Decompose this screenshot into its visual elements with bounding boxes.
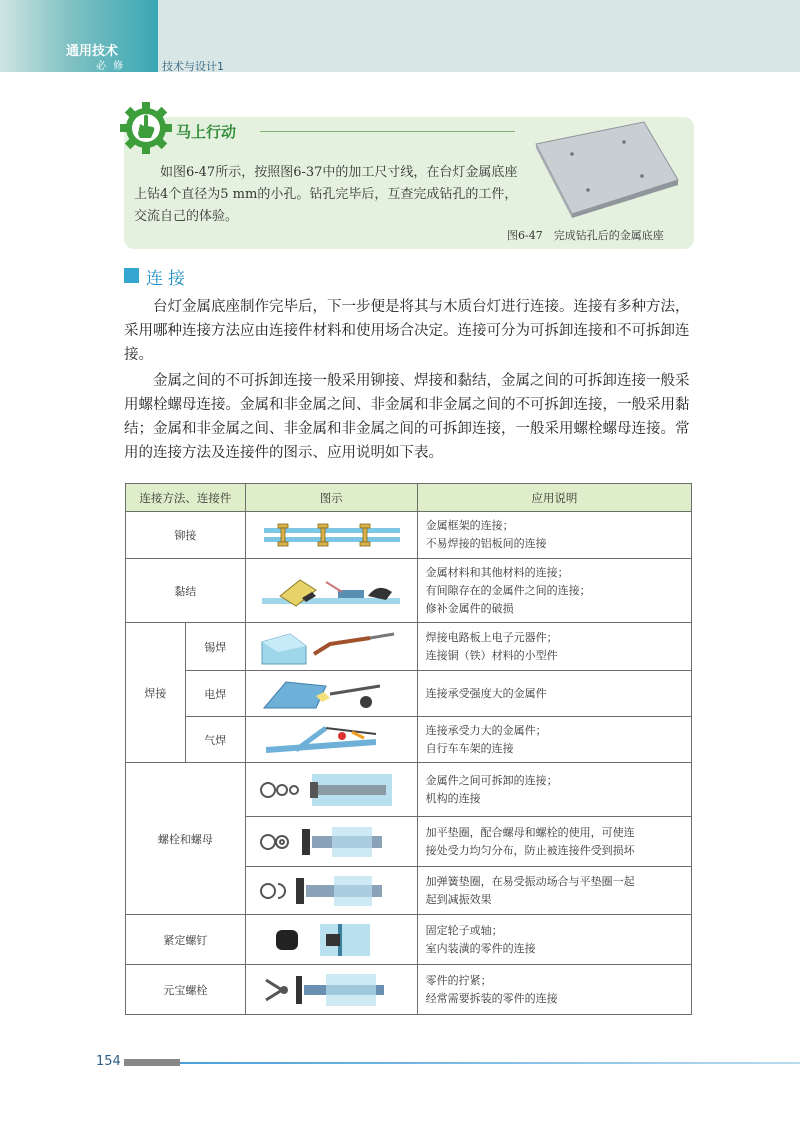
header-method: 连接方法、连接件	[126, 484, 246, 512]
section-marker	[124, 268, 139, 283]
application-desc: 连接承受强度大的金属件	[417, 671, 691, 717]
figure-caption: 图6-47 完成钻孔后的金属底座	[507, 229, 664, 242]
sub-method-name: 气焊	[185, 717, 245, 763]
body-paragraph: 台灯金属底座制作完毕后，下一步便是将其与木质台灯进行连接。连接有多种方法，采用哪种连接方法应由连接件材料和使用场合决定。连接可分为可拆卸连接和不可拆卸连接。	[124, 299, 690, 363]
bonding-figure	[245, 559, 417, 623]
table-row	[126, 965, 692, 1015]
method-name: 元宝螺栓	[126, 965, 246, 1015]
table-row	[126, 671, 692, 717]
rivet-figure	[245, 512, 417, 559]
method-name: 紧定螺钉	[126, 915, 246, 965]
flat-washer-figure	[245, 817, 417, 867]
sub-method-name: 锡焊	[185, 623, 245, 671]
table-row	[126, 559, 692, 623]
table-row	[126, 512, 692, 559]
connection-methods-table	[125, 483, 692, 1015]
application-desc: 金属框架的连接； 不易焊接的铝板间的连接	[417, 512, 691, 559]
table-row	[126, 717, 692, 763]
table-row	[126, 763, 692, 817]
application-desc: 零件的拧紧； 经常需要拆装的零件的连接	[417, 965, 691, 1015]
application-desc: 连接承受力大的金属件； 自行车车架的连接	[417, 717, 691, 763]
gear-hand-icon	[118, 100, 174, 156]
electric-welding-figure	[245, 671, 417, 717]
section-title: 连接	[146, 269, 190, 289]
application-desc: 金属材料和其他材料的连接； 有间隙存在的金属件之间的连接； 修补金属件的破损	[417, 559, 691, 623]
footer-rule	[180, 1062, 800, 1064]
header-bar	[158, 0, 800, 72]
body-paragraph: 金属之间的不可拆卸连接一般采用铆接、焊接和黏结，金属之间的可拆卸连接一般采用螺栓螺母连接。金属和非金属之间、非金属和非金属之间的不可拆卸连接，一般采用黏结；金属和非金属之间、非金属和非金属之间的可拆卸连接，一般采用螺栓螺母连接。常用的连接方法及连接件的图示、应用说明如下表。	[124, 373, 690, 461]
header-band	[0, 0, 158, 72]
application-desc: 焊接电路板上电子元器件； 连接铜（铁）材料的小型件	[417, 623, 691, 671]
header-application: 应用说明	[417, 484, 691, 512]
header-figure: 图示	[245, 484, 417, 512]
series-subtitle: 必 修	[96, 61, 126, 72]
activity-text: 如图6-47所示，按照图6-37中的加工尺寸线，在台灯金属底座上钻4个直径为5 mm的小孔。钻孔完毕后，互查完成钻孔的工件，交流自己的体验。	[134, 165, 518, 224]
method-name: 螺栓和螺母	[126, 763, 246, 915]
book-title: 技术与设计1	[162, 60, 224, 73]
method-name: 铆接	[126, 512, 246, 559]
table-row	[126, 623, 692, 671]
method-name: 焊接	[126, 623, 186, 763]
bolt-nut-figure	[245, 763, 417, 817]
table-row	[126, 915, 692, 965]
set-screw-figure	[245, 915, 417, 965]
metal-base-figure	[532, 118, 682, 218]
spring-washer-figure	[245, 867, 417, 915]
application-desc: 金属件之间可拆卸的连接； 机构的连接	[417, 763, 691, 817]
tin-soldering-figure	[245, 623, 417, 671]
page-number: 154	[96, 1054, 121, 1069]
sub-method-name: 电焊	[185, 671, 245, 717]
series-title: 通用技术	[66, 44, 119, 59]
wing-bolt-figure	[245, 965, 417, 1015]
activity-title-rule	[260, 131, 515, 132]
application-desc: 加平垫圈，配合螺母和螺栓的使用，可使连 接处受力均匀分布，防止被连接件受到损坏	[417, 817, 691, 867]
application-desc: 加弹簧垫圈，在易受振动场合与平垫圈一起 起到减振效果	[417, 867, 691, 915]
method-name: 黏结	[126, 559, 246, 623]
footer-grey-bar	[124, 1059, 180, 1066]
gas-welding-figure	[245, 717, 417, 763]
application-desc: 固定轮子或轴； 室内装潢的零件的连接	[417, 915, 691, 965]
activity-title: 马上行动	[176, 123, 237, 141]
table-header-row	[126, 484, 692, 512]
